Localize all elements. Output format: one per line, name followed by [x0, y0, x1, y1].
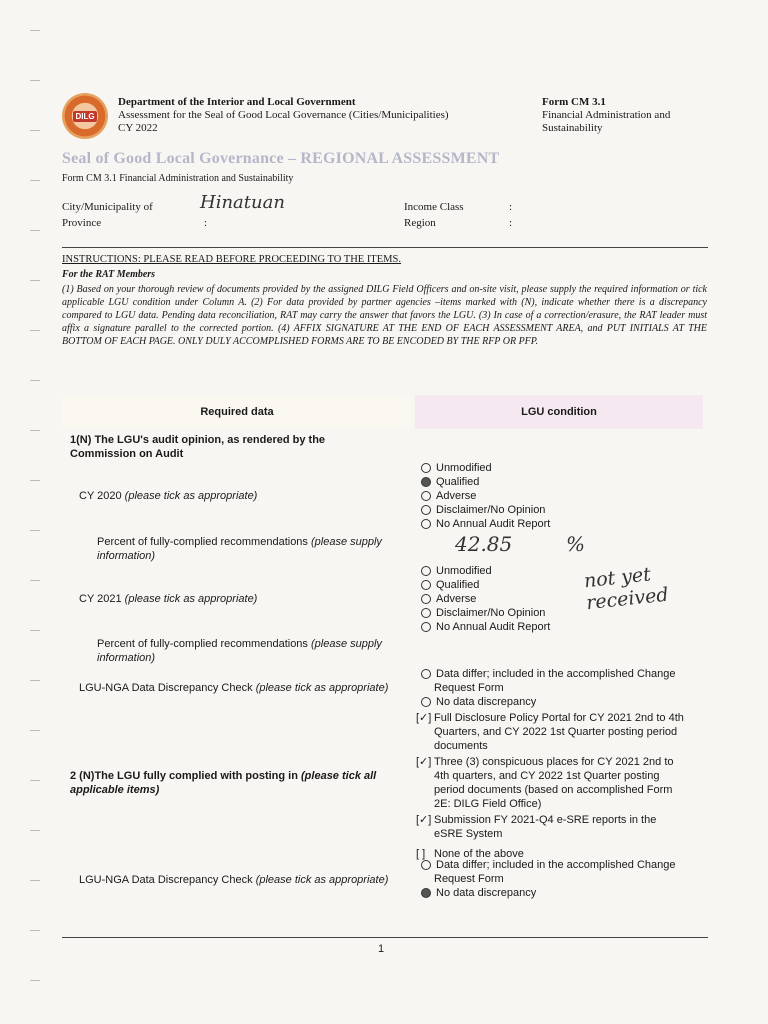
radio-icon [421, 594, 431, 604]
page-title: Seal of Good Local Governance – REGIONAL ASSESSMENT [62, 150, 500, 167]
region-label: Region [404, 217, 436, 229]
radio-icon [421, 491, 431, 501]
item2-option-data-differ[interactable]: Data differ; included in the accomplished Change [421, 858, 676, 872]
item1-option-data-differ[interactable]: Data differ; included in the accomplished Change [421, 667, 676, 681]
radio-icon [421, 580, 431, 590]
cy2020-row-label: CY 2020 (please tick as appropriate) [79, 490, 258, 502]
checkbox-icon: [ ] [416, 848, 426, 860]
column-lgu-condition: LGU condition [415, 395, 703, 429]
item1-option-data-differ-cont: Request Form [434, 682, 504, 694]
item2-option-no-discrepancy[interactable]: No data discrepancy [421, 886, 676, 900]
department-name: Department of the Interior and Local Government [118, 96, 356, 108]
form-info [542, 96, 712, 135]
cy2021-option-unmodified[interactable]: Unmodified [421, 564, 550, 578]
dilg-logo [62, 93, 108, 139]
city-label: City/Municipality of [62, 201, 153, 213]
cy2020-option-qualified[interactable]: Qualified [421, 475, 550, 489]
cy2021-handwritten-note: not yet received [582, 563, 670, 615]
checkbox-checked-icon: [✓] [416, 756, 432, 768]
city-value[interactable]: Hinatuan [200, 192, 285, 213]
cy2020-option-disclaimer[interactable]: Disclaimer/No Opinion [421, 503, 550, 517]
cy2021-percent-label: Percent of fully-complied recommendations (please supply information) [97, 638, 382, 664]
checkbox-checked-icon: [✓] [416, 712, 432, 724]
region-colon: : [509, 217, 513, 229]
item2-checklist [416, 711, 706, 861]
cy2021-option-no-report[interactable]: No Annual Audit Report [421, 620, 550, 634]
item2-discrepancy-label: LGU-NGA Data Discrepancy Check (please tick as appropriate) [79, 874, 389, 886]
cy2020-option-adverse[interactable]: Adverse [421, 489, 550, 503]
page-subtitle: Form CM 3.1 Financial Administration and Sustainability [62, 173, 294, 184]
radio-checked-icon [421, 888, 431, 898]
item1-title: 1(N) The LGU's audit opinion, as rendered by the Commission on Audit [70, 434, 326, 460]
divider-bottom [62, 937, 708, 938]
income-class-label: Income Class [404, 201, 464, 213]
check-fdp-portal[interactable]: [✓] Full Disclosure Policy Portal for CY 2021 2nd to 4th Quarters, and CY 2022 1st Quarter posting period documents [416, 712, 684, 752]
cy2020-options [421, 461, 550, 531]
rat-members-heading: For the RAT Members [62, 269, 156, 280]
assessment-title: Assessment for the Seal of Good Local Governance (Cities/Municipalities) [118, 109, 449, 121]
item2-discrepancy-options [421, 858, 676, 900]
form-code: Form CM 3.1 [542, 96, 606, 108]
radio-icon [421, 505, 431, 515]
percent-sign: % [566, 532, 586, 556]
radio-icon [421, 566, 431, 576]
cy2021-options [421, 564, 550, 634]
radio-icon [421, 519, 431, 529]
cy2020-option-no-report[interactable]: No Annual Audit Report [421, 517, 550, 531]
form-area-line1: Financial Administration and [542, 109, 671, 121]
assessment-year: CY 2022 [118, 122, 158, 134]
province-colon: : [204, 217, 208, 229]
province-label: Province [62, 217, 102, 229]
cy2020-option-unmodified[interactable]: Unmodified [421, 461, 550, 475]
page-number: 1 [378, 943, 385, 955]
item1-discrepancy-options [421, 667, 676, 709]
instructions-heading: INSTRUCTIONS: PLEASE READ BEFORE PROCEEDING TO THE ITEMS. [62, 254, 401, 265]
cy2021-option-disclaimer[interactable]: Disclaimer/No Opinion [421, 606, 550, 620]
radio-icon [421, 697, 431, 707]
column-required-data: Required data [62, 395, 412, 429]
checkbox-checked-icon: [✓] [416, 814, 432, 826]
cy2020-percent-label: Percent of fully-complied recommendations (please supply information) [97, 536, 382, 562]
instructions [62, 253, 707, 348]
cy2021-option-qualified[interactable]: Qualified [421, 578, 550, 592]
cy2020-percent-value[interactable]: 42.85 [455, 532, 513, 556]
item2-title: 2 (N)The LGU fully complied with posting in (please tick all applicable items) [70, 770, 377, 796]
income-class-colon: : [509, 201, 513, 213]
check-none-of-the-above[interactable]: [ ] None of the above [416, 848, 524, 860]
divider-top [62, 247, 708, 248]
radio-icon [421, 463, 431, 473]
radio-icon [421, 622, 431, 632]
instructions-body: (1) Based on your thorough review of documents provided by the assigned DILG Field Officers and on-site visit, please supply the required information or tick applicable LGU condition under Column A. (2) For data provided by partner agencies –items marked with (N), indicate whether there is a discrepancy compared to LGU data. Pending data reconciliation, RAT may carry the answer that favors the LGU. (3) In case of a correction/erasure, the RAT leader must affix a signature parallel to the corrected portion. (4) AFFIX SIGNATURE AT THE END OF EACH ASSESSMENT AREA, and PUT INITIALS AT THE BOTTOM OF EACH PAGE. ONLY DULY ACCOMPLISHED FORMS ARE TO BE ENCODED BY THE RFP OR PFP. [62, 284, 707, 347]
radio-checked-icon [421, 477, 431, 487]
cy2021-option-adverse[interactable]: Adverse [421, 592, 550, 606]
check-esre-submission[interactable]: [✓] Submission FY 2021-Q4 e-SRE reports in the eSRE System [416, 814, 657, 840]
form-area-line2: Sustainability [542, 122, 603, 134]
item1-discrepancy-label: LGU-NGA Data Discrepancy Check (please tick as appropriate) [79, 682, 389, 694]
cy2021-row-label: CY 2021 (please tick as appropriate) [79, 593, 258, 605]
radio-icon [421, 608, 431, 618]
logo-text: DILG [75, 111, 95, 121]
item2-option-data-differ-cont: Request Form [434, 873, 504, 885]
radio-icon [421, 669, 431, 679]
radio-icon [421, 860, 431, 870]
header-block [118, 96, 518, 135]
item1-option-no-discrepancy[interactable]: No data discrepancy [421, 695, 676, 709]
check-conspicuous-places[interactable]: [✓] Three (3) conspicuous places for CY 2021 2nd to 4th quarters, and CY 2022 1st Quarter posting period documents (based on accomplished Form 2E: DILG Field Office) [416, 756, 674, 810]
